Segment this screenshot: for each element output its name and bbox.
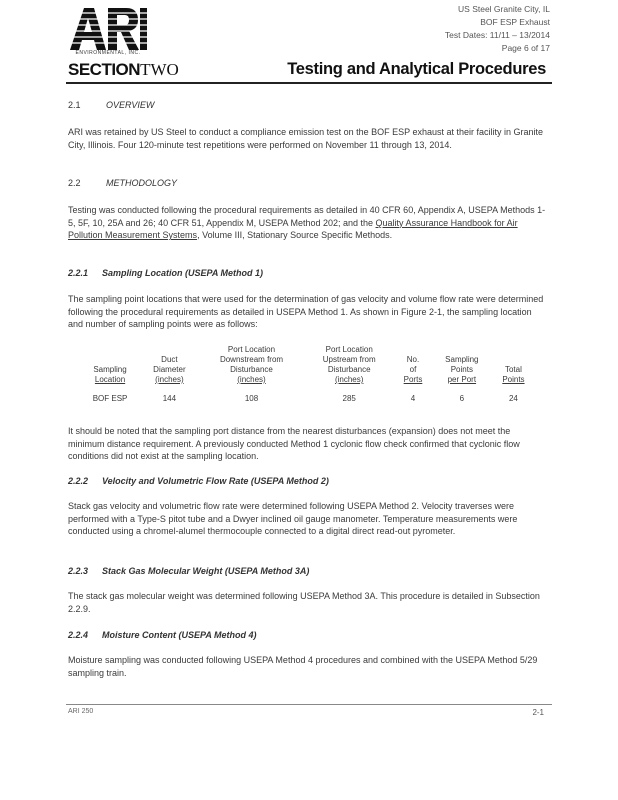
header-page: Page 6 of 17 — [501, 43, 550, 53]
ari-logo — [66, 4, 148, 52]
table-cell: 285 — [342, 394, 356, 403]
footer-page-number: 2-1 — [532, 708, 544, 717]
table-cell: 108 — [244, 394, 259, 403]
heading-number: 2.1 — [68, 100, 81, 110]
heading-number: 2.2.2 — [68, 476, 89, 486]
heading-text: Sampling Location (USEPA Method 1) — [102, 268, 264, 278]
section-bold: SECTION — [68, 60, 141, 79]
heading-text: Moisture Content (USEPA Method 4) — [102, 630, 257, 640]
heading-moisture — [68, 630, 257, 640]
footer-rule — [66, 704, 552, 705]
table-header-row — [80, 345, 535, 385]
column-header: No. of Ports — [403, 355, 423, 384]
column-header: Sampling Location — [93, 365, 127, 384]
heading-velocity — [68, 476, 329, 486]
methodology-text-pre: Testing was conducted following the procedural requirements as detailed in 40 CFR 60, Appendix A, USEPA Methods 1-5, 5F, 10, 25A and 26; 40 CFR 51, Appendix M, USEPA Method 202; and the — [68, 205, 546, 228]
column-header: Duct Diameter (inches) — [153, 355, 186, 384]
column-header: Port Location Upstream from Disturbance (inches) — [322, 345, 376, 384]
logo-tagline: ENVIRONMENTAL, INC. — [75, 50, 141, 56]
heading-overview — [68, 100, 154, 110]
header-project: BOF ESP Exhaust — [480, 17, 550, 27]
column-header: Sampling Points per Port — [445, 355, 479, 384]
overview-paragraph: ARI was retained by US Steel to conduct a compliance emission test on the BOF ESP exhaust at their facility in Granite City, Illinois. Four 120-minute test repetitions were performed on November 11 through 13, 2014. — [68, 127, 544, 150]
heading-text: Stack Gas Molecular Weight (USEPA Method 3A) — [102, 566, 310, 576]
section-label — [68, 60, 179, 80]
molecular-weight-paragraph: The stack gas molecular weight was determined following USEPA Method 3A. This procedure is detailed in Subsection 2.2.9. — [68, 591, 540, 614]
footer-doc-id: ARI 250 — [68, 708, 94, 715]
table-row — [80, 385, 535, 404]
section-title: Testing and Analytical Procedures — [287, 60, 546, 78]
section-light: TWO — [140, 60, 179, 79]
heading-text: OVERVIEW — [106, 100, 155, 110]
heading-methodology — [68, 178, 177, 188]
header-test-dates: Test Dates: 11/11 – 13/2014 — [444, 30, 550, 40]
column-header: Port Location Downstream from Disturbance (inches) — [219, 345, 284, 384]
qa-handbook-title: Quality Assurance Handbook for Air Pollution Measurement Systems — [68, 217, 518, 241]
heading-number: 2.2.3 — [68, 566, 89, 576]
table-cell: 6 — [459, 394, 465, 403]
cyclonic-flow-paragraph: It should be noted that the sampling port distance from the nearest disturbances (expansion) does not meet the minimum distance requirement. A previously conducted Method 1 cyclonic flow check confirmed that cyclonic flow conditions did not exist at the sampling location. — [68, 426, 520, 462]
sampling-points-table — [80, 345, 535, 404]
moisture-paragraph: Moisture sampling was conducted following USEPA Method 4 procedures and combined with the USEPA Method 5/29 sampling train. — [68, 655, 538, 678]
header-rule — [66, 82, 552, 84]
heading-number: 2.2 — [68, 178, 81, 188]
header-company: US Steel Granite City, IL — [458, 4, 550, 14]
table-cell: 4 — [410, 394, 416, 403]
heading-number: 2.2.4 — [68, 630, 89, 640]
heading-sampling-location — [68, 268, 263, 278]
table-cell: 144 — [162, 394, 177, 403]
heading-molecular-weight — [68, 566, 309, 576]
methodology-text-post: , Volume III, Stationary Source Specific Methods. — [197, 230, 393, 241]
heading-number: 2.2.1 — [68, 268, 89, 278]
heading-text: Velocity and Volumetric Flow Rate (USEPA Method 2) — [102, 476, 329, 486]
column-header: Total Points — [502, 365, 525, 384]
sampling-location-paragraph: The sampling point locations that were used for the determination of gas velocity and volume flow rate were determined following the procedural requirements as detailed in USEPA Method 1. As shown in Figure 2-1, the sampling location and number of sampling points were as follows: — [68, 294, 544, 330]
table-cell: BOF ESP — [92, 394, 128, 403]
methodology-paragraph — [68, 204, 548, 242]
heading-text: METHODOLOGY — [106, 178, 178, 188]
table-cell: 24 — [508, 394, 518, 403]
velocity-paragraph: Stack gas velocity and volumetric flow rate were determined following USEPA Method 2. Velocity traverses were performed with a Type-S pitot tube and a Dwyer inclined oil gauge manometer. Temperature measurements were conducted using a chromel-alumel thermocouple connected to a digital direct read-out pyrometer. — [68, 501, 518, 537]
